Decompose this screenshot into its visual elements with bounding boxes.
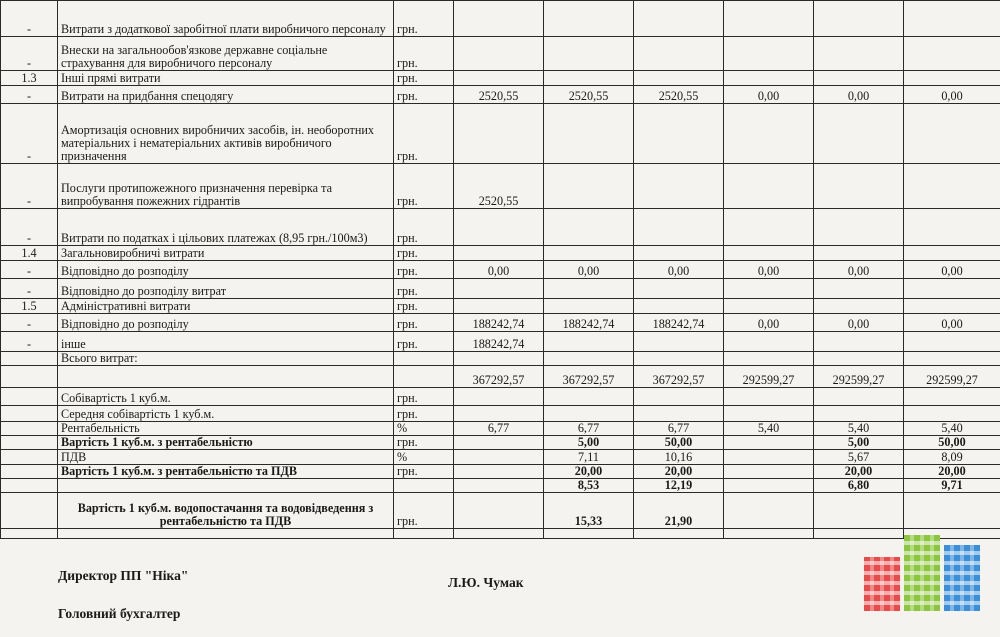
row-code [1, 406, 58, 422]
value-cell [904, 71, 1000, 86]
row-label: Відповідно до розподілу [58, 314, 394, 332]
row-unit [394, 529, 454, 539]
value-cell [814, 246, 904, 261]
row-unit: грн. [394, 261, 454, 279]
value-cell [634, 71, 724, 86]
table-row [1, 465, 1000, 479]
value-cell [814, 279, 904, 299]
table-row [1, 436, 1000, 450]
value-cell [634, 529, 724, 539]
row-code [1, 422, 58, 436]
row-unit: грн. [394, 246, 454, 261]
table-row [1, 37, 1000, 71]
value-cell [724, 406, 814, 422]
value-cell: 9,71 [904, 479, 1000, 493]
value-cell [724, 529, 814, 539]
value-cell [904, 406, 1000, 422]
row-unit: грн. [394, 406, 454, 422]
value-cell [634, 406, 724, 422]
value-cell [904, 164, 1000, 209]
value-cell [544, 37, 634, 71]
value-cell [724, 37, 814, 71]
value-cell [454, 450, 544, 465]
row-label: Вартість 1 куб.м. водопостачання та водовідведення з рентабельністю та ПДВ [58, 493, 394, 529]
value-cell: 12,19 [634, 479, 724, 493]
logo-building-red-icon [864, 557, 900, 611]
value-cell [814, 493, 904, 529]
row-label: Інші прямі витрати [58, 71, 394, 86]
value-cell [724, 388, 814, 406]
value-cell [544, 209, 634, 246]
value-cell: 8,53 [544, 479, 634, 493]
value-cell: 367292,57 [544, 366, 634, 388]
value-cell: 20,00 [814, 465, 904, 479]
table-row [1, 279, 1000, 299]
value-cell: 2520,55 [454, 164, 544, 209]
value-cell [724, 71, 814, 86]
value-cell [544, 529, 634, 539]
table-row [1, 366, 1000, 388]
value-cell [904, 352, 1000, 366]
table-row [1, 493, 1000, 529]
value-cell [454, 406, 544, 422]
value-cell [724, 465, 814, 479]
row-code [1, 388, 58, 406]
table-row [1, 86, 1000, 104]
value-cell: 188242,74 [454, 314, 544, 332]
row-code [1, 366, 58, 388]
value-cell [724, 450, 814, 465]
table-row [1, 314, 1000, 332]
value-cell [724, 493, 814, 529]
value-cell: 0,00 [544, 261, 634, 279]
row-code: - [1, 104, 58, 164]
table-row [1, 422, 1000, 436]
value-cell [454, 388, 544, 406]
value-cell [454, 493, 544, 529]
value-cell [814, 71, 904, 86]
row-label [58, 366, 394, 388]
value-cell [634, 37, 724, 71]
row-code [1, 352, 58, 366]
value-cell [814, 209, 904, 246]
value-cell [904, 299, 1000, 314]
value-cell [634, 332, 724, 352]
value-cell [814, 406, 904, 422]
value-cell: 15,33 [544, 493, 634, 529]
value-cell [724, 279, 814, 299]
value-cell [544, 352, 634, 366]
value-cell [634, 104, 724, 164]
row-label: Внески на загальнообов'язкове державне соціальне страхування для виробничого персоналу [58, 37, 394, 71]
value-cell: 367292,57 [634, 366, 724, 388]
value-cell [814, 388, 904, 406]
value-cell [544, 299, 634, 314]
row-unit: грн. [394, 209, 454, 246]
value-cell: 5,00 [544, 436, 634, 450]
row-code [1, 465, 58, 479]
value-cell [544, 1, 634, 37]
value-cell [544, 279, 634, 299]
value-cell: 21,90 [634, 493, 724, 529]
value-cell [454, 104, 544, 164]
row-label: Собівартість 1 куб.м. [58, 388, 394, 406]
value-cell [724, 246, 814, 261]
row-unit: грн. [394, 37, 454, 71]
row-label: Амортизація основних виробничих засобів, ін. необоротних матеріальних і нематеріальних активів виробничого призначення [58, 104, 394, 164]
chief-accountant-title: Головний бухгалтер [58, 606, 181, 621]
value-cell [904, 1, 1000, 37]
row-unit: % [394, 450, 454, 465]
row-unit [394, 479, 454, 493]
value-cell [634, 164, 724, 209]
value-cell: 7,11 [544, 450, 634, 465]
value-cell [454, 279, 544, 299]
row-code [1, 493, 58, 529]
row-code: 1.5 [1, 299, 58, 314]
value-cell [634, 246, 724, 261]
table-row [1, 246, 1000, 261]
value-cell: 2520,55 [454, 86, 544, 104]
table-row [1, 332, 1000, 352]
row-label [58, 529, 394, 539]
value-cell: 50,00 [634, 436, 724, 450]
row-label: ПДВ [58, 450, 394, 465]
row-label: Середня собівартість 1 куб.м. [58, 406, 394, 422]
value-cell [454, 436, 544, 450]
value-cell: 367292,57 [454, 366, 544, 388]
value-cell [904, 37, 1000, 71]
value-cell [904, 332, 1000, 352]
value-cell [724, 104, 814, 164]
value-cell: 10,16 [634, 450, 724, 465]
value-cell [454, 465, 544, 479]
row-unit: грн. [394, 332, 454, 352]
row-unit: грн. [394, 299, 454, 314]
value-cell: 8,09 [904, 450, 1000, 465]
value-cell: 0,00 [724, 86, 814, 104]
value-cell [454, 209, 544, 246]
value-cell [544, 246, 634, 261]
row-code: - [1, 209, 58, 246]
value-cell [814, 352, 904, 366]
value-cell: 0,00 [724, 261, 814, 279]
logo-building-blue-icon [944, 545, 980, 611]
row-unit: грн. [394, 164, 454, 209]
value-cell [544, 332, 634, 352]
value-cell: 20,00 [544, 465, 634, 479]
row-unit: грн. [394, 104, 454, 164]
row-code [1, 436, 58, 450]
value-cell [904, 104, 1000, 164]
table-row [1, 406, 1000, 422]
value-cell [724, 1, 814, 37]
row-unit: грн. [394, 86, 454, 104]
row-unit: грн. [394, 493, 454, 529]
table-row [1, 209, 1000, 246]
value-cell: 0,00 [904, 314, 1000, 332]
value-cell: 6,77 [544, 422, 634, 436]
row-code: 1.4 [1, 246, 58, 261]
row-label: інше [58, 332, 394, 352]
value-cell: 5,40 [724, 422, 814, 436]
value-cell [724, 299, 814, 314]
value-cell [634, 279, 724, 299]
value-cell [814, 104, 904, 164]
row-unit: % [394, 422, 454, 436]
value-cell: 0,00 [634, 261, 724, 279]
table-row [1, 352, 1000, 366]
value-cell [724, 332, 814, 352]
value-cell: 0,00 [904, 86, 1000, 104]
value-cell: 6,80 [814, 479, 904, 493]
value-cell: 5,00 [814, 436, 904, 450]
table-row [1, 388, 1000, 406]
value-cell: 20,00 [634, 465, 724, 479]
director-name: Л.Ю. Чумак [448, 575, 524, 590]
row-unit: грн. [394, 71, 454, 86]
row-label: Вартість 1 куб.м. з рентабельністю та ПДВ [58, 465, 394, 479]
row-code [1, 529, 58, 539]
value-cell: 0,00 [454, 261, 544, 279]
row-unit [394, 352, 454, 366]
row-label: Загальновиробничі витрати [58, 246, 394, 261]
value-cell [724, 209, 814, 246]
table-row [1, 71, 1000, 86]
row-unit: грн. [394, 1, 454, 37]
value-cell: 6,77 [634, 422, 724, 436]
value-cell [904, 388, 1000, 406]
site-logo [864, 535, 980, 611]
row-code: - [1, 1, 58, 37]
row-unit: грн. [394, 465, 454, 479]
value-cell: 188242,74 [634, 314, 724, 332]
value-cell [634, 1, 724, 37]
value-cell [904, 209, 1000, 246]
value-cell [454, 479, 544, 493]
value-cell: 20,00 [904, 465, 1000, 479]
value-cell [724, 164, 814, 209]
value-cell [544, 71, 634, 86]
value-cell [544, 104, 634, 164]
value-cell: 0,00 [904, 261, 1000, 279]
value-cell: 188242,74 [544, 314, 634, 332]
table-row [1, 164, 1000, 209]
value-cell: 5,40 [814, 422, 904, 436]
row-code [1, 479, 58, 493]
value-cell [634, 299, 724, 314]
row-label: Витрати на придбання спецодягу [58, 86, 394, 104]
value-cell [904, 493, 1000, 529]
row-code [1, 450, 58, 465]
value-cell: 0,00 [814, 314, 904, 332]
value-cell [454, 529, 544, 539]
value-cell [724, 352, 814, 366]
table-row [1, 104, 1000, 164]
value-cell [544, 406, 634, 422]
value-cell [814, 299, 904, 314]
row-code: - [1, 86, 58, 104]
row-label: Рентабельність [58, 422, 394, 436]
row-label: Витрати з додаткової заробітної плати виробничого персоналу [58, 1, 394, 37]
row-label: Адміністративні витрати [58, 299, 394, 314]
row-code: - [1, 279, 58, 299]
value-cell [724, 479, 814, 493]
value-cell: 292599,27 [904, 366, 1000, 388]
value-cell [724, 436, 814, 450]
value-cell: 50,00 [904, 436, 1000, 450]
row-unit [394, 366, 454, 388]
row-label: Послуги протипожежного призначення перевірка та випробування пожежних гідрантів [58, 164, 394, 209]
row-label: Відповідно до розподілу витрат [58, 279, 394, 299]
row-label: Витрати по податках і цільових платежах (8,95 грн./100м3) [58, 209, 394, 246]
row-code: - [1, 332, 58, 352]
value-cell [454, 246, 544, 261]
value-cell [634, 209, 724, 246]
logo-building-green-icon [904, 535, 940, 611]
row-unit: грн. [394, 314, 454, 332]
value-cell: 188242,74 [454, 332, 544, 352]
value-cell [904, 246, 1000, 261]
value-cell: 2520,55 [544, 86, 634, 104]
table-row [1, 299, 1000, 314]
table-row [1, 450, 1000, 465]
value-cell: 2520,55 [634, 86, 724, 104]
value-cell [454, 37, 544, 71]
value-cell [814, 37, 904, 71]
row-label: Вартість 1 куб.м. з рентабельністю [58, 436, 394, 450]
row-code: - [1, 37, 58, 71]
value-cell [454, 352, 544, 366]
value-cell [454, 71, 544, 86]
row-code: - [1, 314, 58, 332]
value-cell [634, 352, 724, 366]
value-cell [454, 1, 544, 37]
row-label: Всього витрат: [58, 352, 394, 366]
row-code: 1.3 [1, 71, 58, 86]
value-cell: 0,00 [724, 314, 814, 332]
row-unit: грн. [394, 279, 454, 299]
table-row [1, 529, 1000, 539]
value-cell [544, 164, 634, 209]
row-label [58, 479, 394, 493]
value-cell [814, 1, 904, 37]
value-cell: 292599,27 [814, 366, 904, 388]
value-cell [814, 332, 904, 352]
value-cell [634, 388, 724, 406]
value-cell [904, 279, 1000, 299]
value-cell: 5,40 [904, 422, 1000, 436]
value-cell: 292599,27 [724, 366, 814, 388]
row-unit: грн. [394, 388, 454, 406]
table-row [1, 1, 1000, 37]
value-cell: 0,00 [814, 86, 904, 104]
row-label: Відповідно до розподілу [58, 261, 394, 279]
director-title: Директор ПП "Ніка" [58, 568, 189, 583]
value-cell: 5,67 [814, 450, 904, 465]
value-cell [454, 299, 544, 314]
value-cell: 0,00 [814, 261, 904, 279]
table-row [1, 479, 1000, 493]
value-cell [814, 164, 904, 209]
row-code: - [1, 261, 58, 279]
value-cell [544, 388, 634, 406]
table-row [1, 261, 1000, 279]
row-code: - [1, 164, 58, 209]
value-cell: 6,77 [454, 422, 544, 436]
row-unit: грн. [394, 436, 454, 450]
